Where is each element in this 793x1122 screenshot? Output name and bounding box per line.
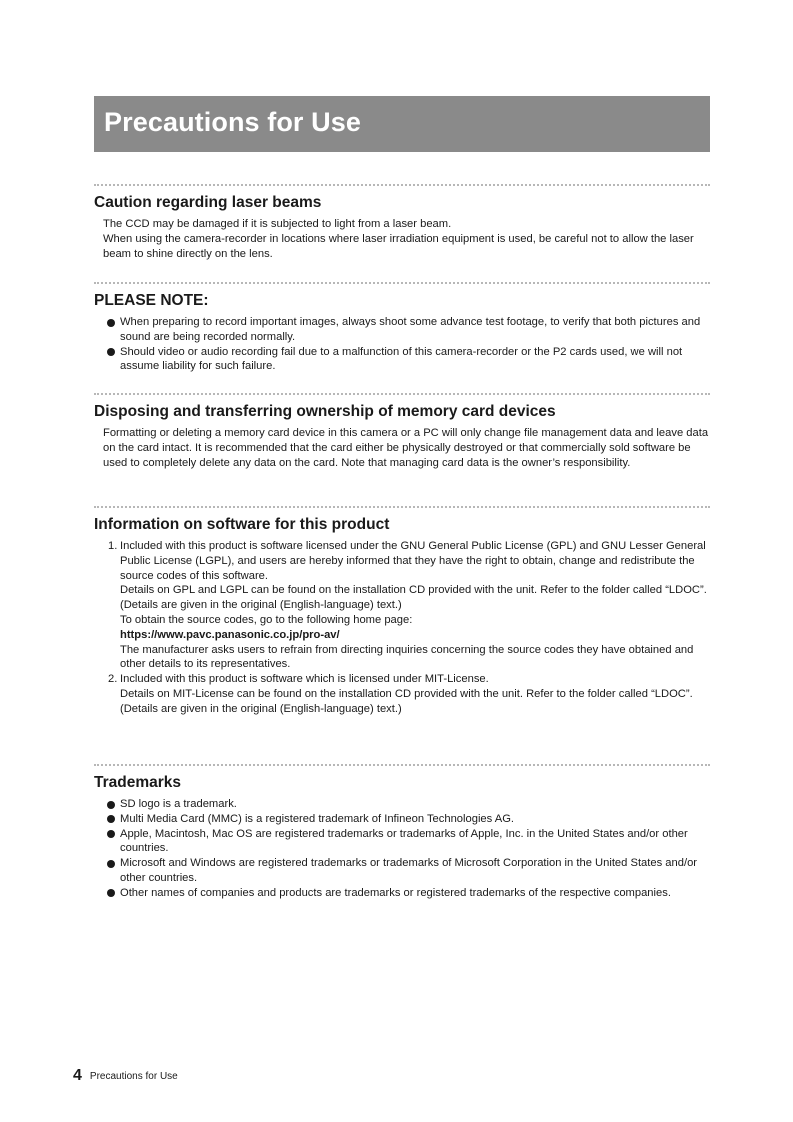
bullet-icon: [107, 319, 115, 327]
section-heading: PLEASE NOTE:: [94, 292, 209, 309]
list-item: [107, 856, 710, 886]
item-number: 2.: [108, 673, 118, 686]
section-heading: Disposing and transferring ownership of memory card devices: [94, 403, 556, 420]
dotted-divider: [94, 184, 710, 186]
list-item: [107, 797, 710, 812]
section-trademarks: [94, 764, 710, 901]
bullet-icon: [107, 815, 115, 823]
list-item: [107, 315, 710, 345]
section-body: [103, 217, 710, 262]
list-item-text: Apple, Macintosh, Mac OS are registered trademarks or trademarks of Apple, Inc. in the United States and/or other countries.: [120, 827, 688, 855]
bullet-icon: [107, 801, 115, 809]
bullet-list: [94, 797, 710, 901]
paragraph: Included with this product is software licensed under the GNU General Public License (GPL) and GNU Lesser General Public License (LGPL), and users are hereby informed that they have the right to obtain, change and redistribute the source codes of this software.: [120, 540, 706, 582]
bullet-icon: [107, 860, 115, 868]
section-please-note: [94, 282, 710, 374]
list-item: [107, 886, 710, 901]
section-body: [103, 426, 710, 471]
section-heading: Trademarks: [94, 774, 182, 791]
list-item-text: SD logo is a trademark.: [120, 798, 237, 810]
list-item-text: Other names of companies and products are trademarks or registered trademarks of the respective companies.: [120, 886, 671, 899]
dotted-divider: [94, 506, 710, 508]
page-number: 4: [73, 1067, 82, 1084]
paragraph: When using the camera-recorder in locations where laser irradiation equipment is used, be careful not to allow the laser beam to shine directly on the lens.: [103, 233, 694, 260]
paragraph: Details on GPL and LGPL can be found on the installation CD provided with the unit. Refer to the folder called “LDOC”.: [120, 584, 707, 597]
numbered-list: [94, 539, 710, 717]
paragraph: (Details are given in the original (English-language) text.): [120, 702, 402, 715]
dotted-divider: [94, 282, 710, 284]
paragraph: Included with this product is software which is licensed under MIT-License.: [120, 673, 489, 686]
list-item-text: Should video or audio recording fail due to a malfunction of this camera-recorder or the P2 cards used, we will not assume liability for such failure.: [120, 345, 683, 373]
list-item-text: Multi Media Card (MMC) is a registered trademark of Infineon Technologies AG.: [120, 812, 515, 825]
list-item: [107, 812, 710, 827]
paragraph: The manufacturer asks users to refrain from directing inquiries concerning the source codes they have obtained and other details to its representatives.: [120, 643, 694, 671]
source-code-url: https://www.pavc.panasonic.co.jp/pro-av/: [120, 628, 340, 641]
footer-label: Precautions for Use: [89, 1071, 178, 1082]
bullet-icon: [107, 830, 115, 838]
section-software: [94, 506, 710, 717]
bullet-icon: [107, 889, 115, 897]
list-item-text: Microsoft and Windows are registered trademarks or trademarks of Microsoft Corporation in the United States and/or other countries.: [120, 857, 698, 884]
paragraph: Formatting or deleting a memory card device in this camera or a PC will only change file management data and leave data on the card intact. It is recommended that the card either be physically destroyed or that commercially sold software be used to completely delete any data on the card. Note that managing card data is the owner’s responsibility.: [103, 427, 709, 469]
list-item: [107, 827, 710, 857]
list-item-text: When preparing to record important images, always shoot some advance test footage, to verify that both pictures and sound are being recorded normally.: [120, 316, 701, 343]
bullet-icon: [107, 348, 115, 356]
paragraph: To obtain the source codes, go to the following home page:: [120, 613, 413, 626]
paragraph: The CCD may be damaged if it is subjected to light from a laser beam.: [103, 218, 452, 230]
item-number: 1.: [108, 540, 118, 552]
page-footer: [73, 1067, 178, 1085]
dotted-divider: [94, 393, 710, 395]
bullet-list: [94, 315, 710, 374]
page-title-banner: [94, 96, 710, 152]
list-item: [108, 672, 710, 716]
section-heading: Information on software for this product: [94, 516, 390, 533]
list-item: [107, 345, 710, 375]
paragraph: (Details are given in the original (English-language) text.): [120, 599, 402, 612]
section-disposing: [94, 393, 710, 471]
section-heading: Caution regarding laser beams: [94, 194, 322, 211]
dotted-divider: [94, 764, 710, 766]
page-title: Precautions for Use: [104, 107, 361, 137]
section-laser: [94, 184, 710, 262]
list-item: [108, 539, 710, 672]
paragraph: Details on MIT-License can be found on the installation CD provided with the unit. Refer to the folder called “LDOC”.: [120, 687, 693, 700]
